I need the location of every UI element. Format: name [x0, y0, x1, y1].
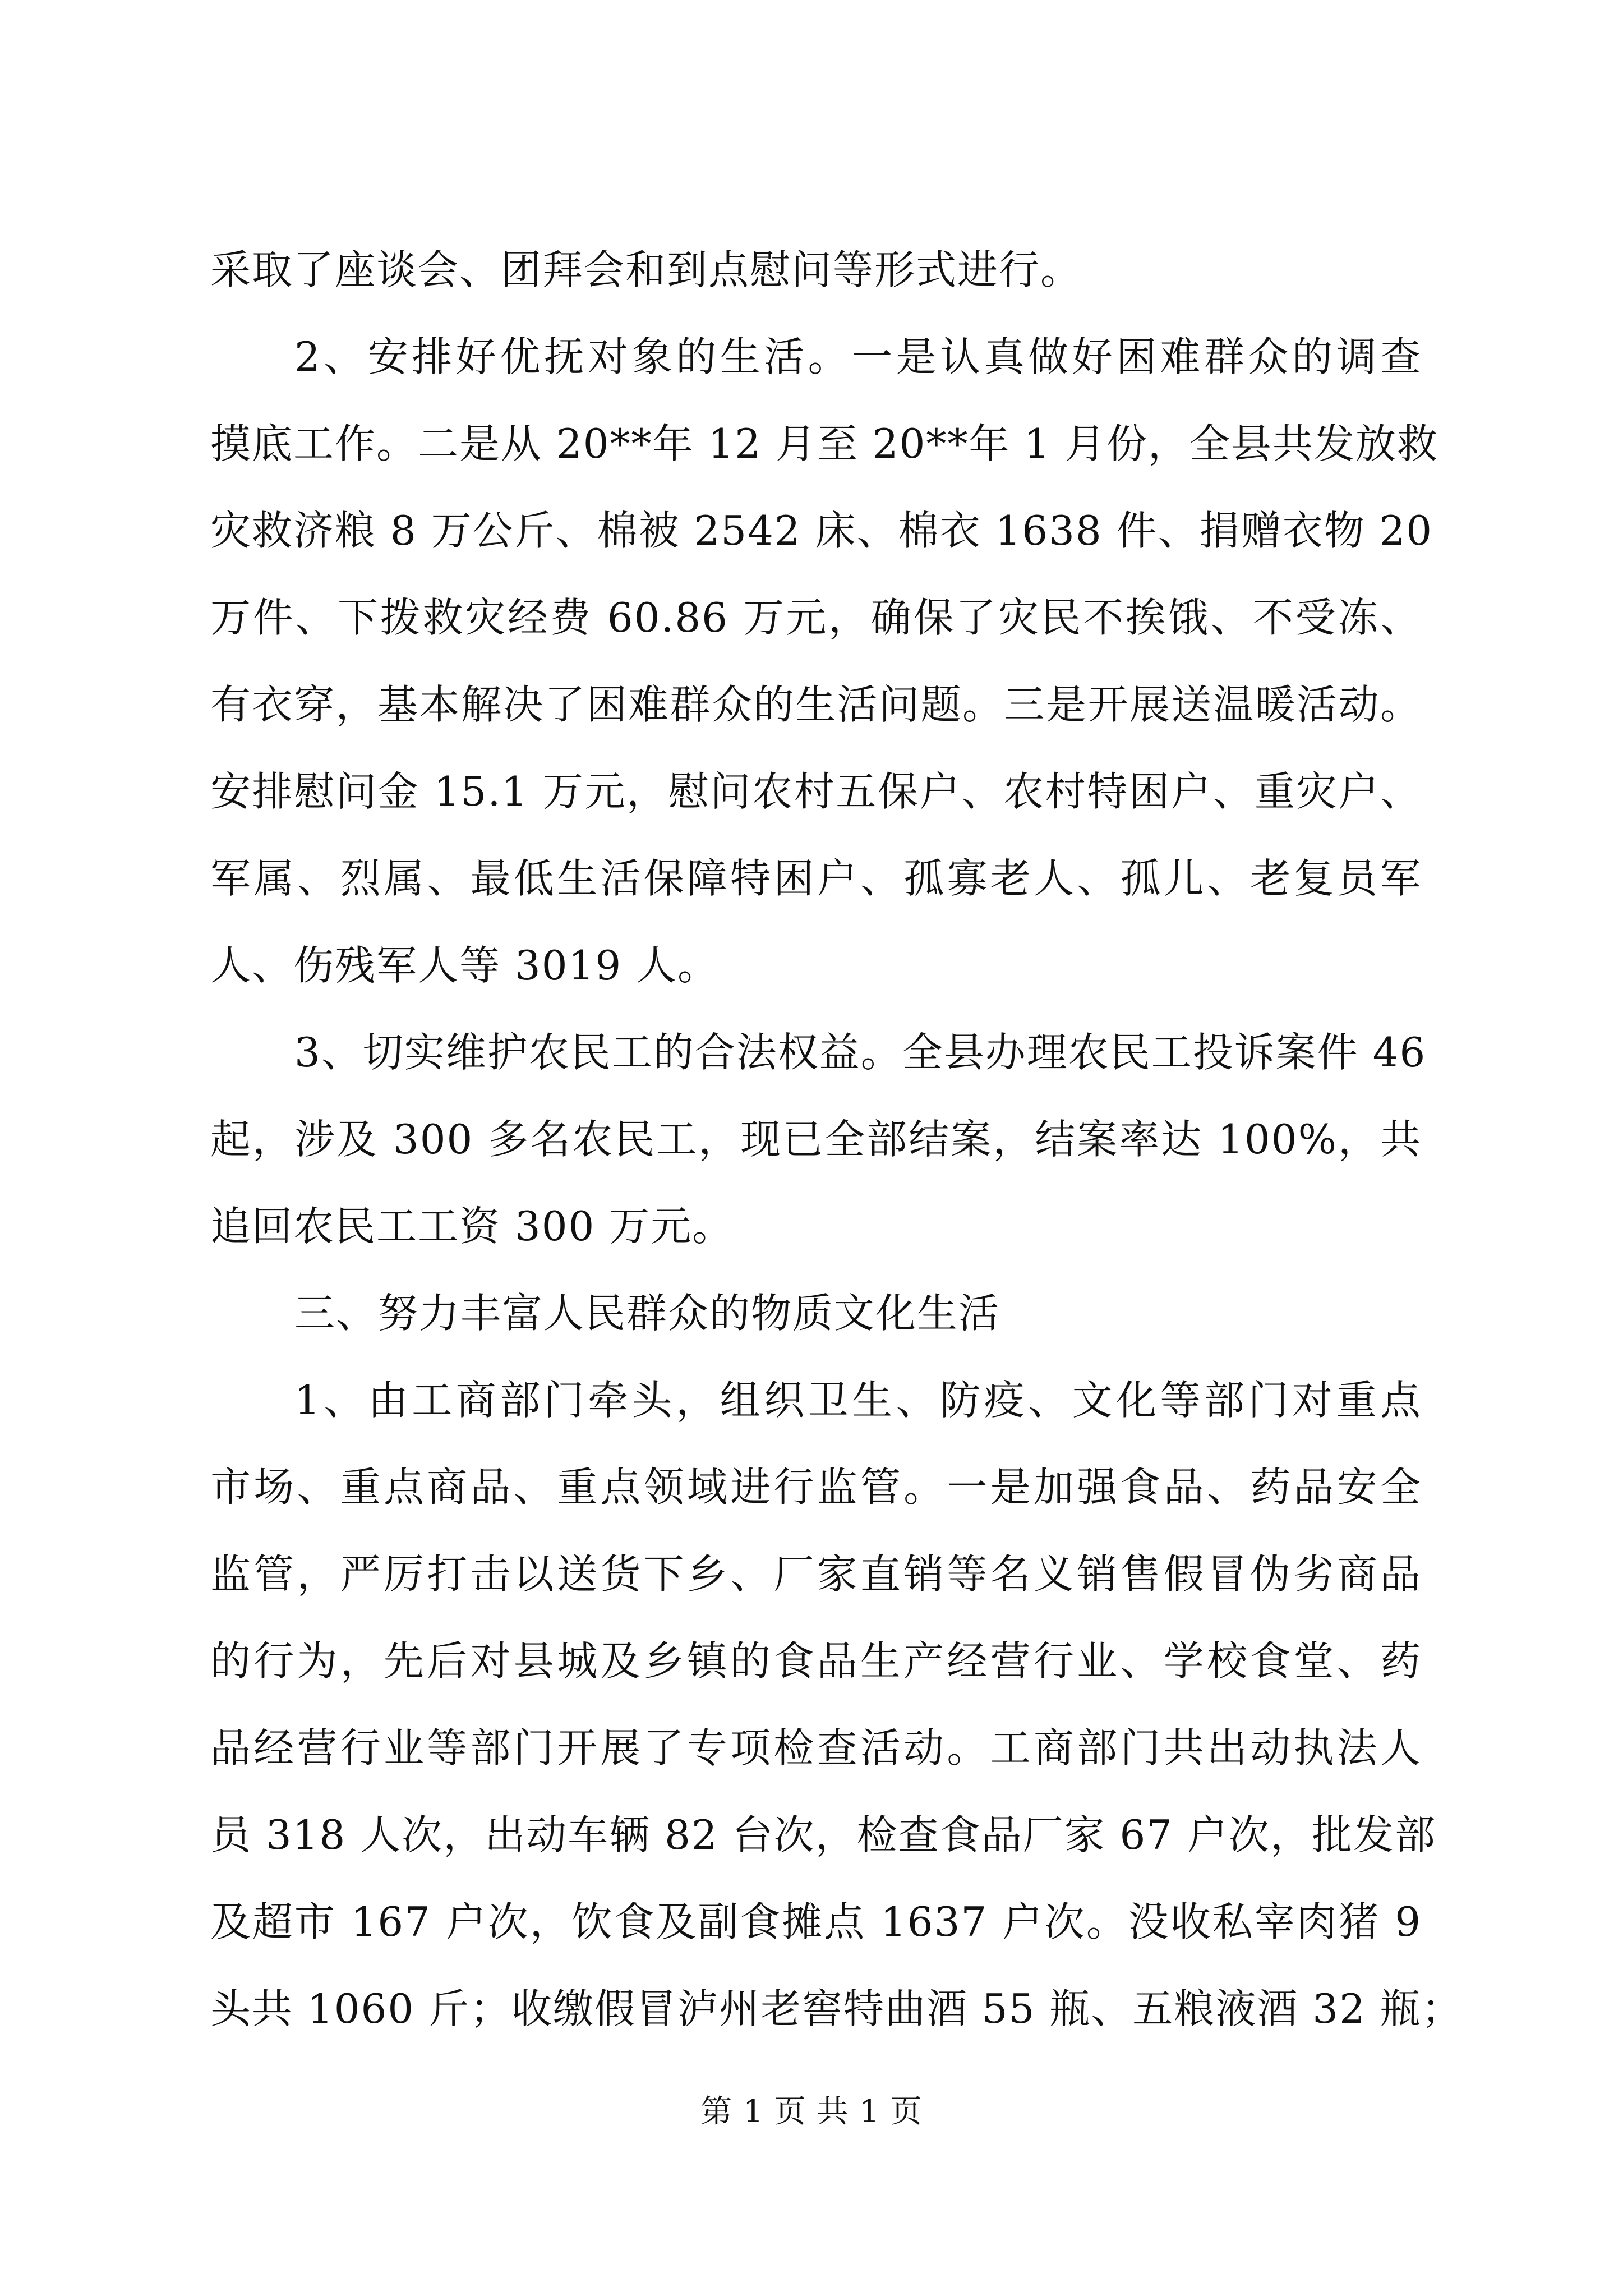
text-line-1: 采取了座谈会、团拜会和到点慰问等形式进行。 — [210, 246, 1082, 293]
text-line-7: 安排慰问金 15.1 万元，慰问农村五保户、农村特困户、重灾户、 — [210, 768, 1422, 815]
text-line-17: 的行为，先后对县城及乡镇的食品生产经营行业、学校食堂、药 — [210, 1637, 1422, 1685]
text-line-3: 摸底工作。二是从 20**年 12 月至 20**年 1 月份，全县共发放救 — [210, 420, 1438, 467]
text-line-2: 2、安排好优抚对象的生活。一是认真做好困难群众的调查 — [294, 333, 1422, 380]
text-line-15: 市场、重点商品、重点领域进行监管。一是加强食品、药品安全 — [210, 1464, 1422, 1511]
text-line-14: 1、由工商部门牵头，组织卫生、防疫、文化等部门对重点 — [294, 1377, 1422, 1424]
text-line-20: 及超市 167 户次，饮食及副食摊点 1637 户次。没收私宰肉猪 9 — [210, 1898, 1422, 1945]
text-line-21: 头共 1060 斤；收缴假冒泸州老窖特曲酒 55 瓶、五粮液酒 32 瓶； — [210, 1985, 1463, 2032]
text-line-19: 员 318 人次，出动车辆 82 台次，检查食品厂家 67 户次，批发部 — [210, 1811, 1436, 1858]
text-line-16: 监管，严厉打击以送货下乡、厂家直销等名义销售假冒伪劣商品 — [210, 1550, 1422, 1598]
document-body — [210, 227, 1463, 2053]
section-heading: 三、努力丰富人民群众的物质文化生活 — [294, 1290, 1000, 1337]
page-footer: 第 1 页 共 1 页 — [700, 2093, 923, 2130]
text-line-11: 起，涉及 300 多名农民工，现已全部结案，结案率达 100%，共 — [210, 1116, 1422, 1163]
text-line-4: 灾救济粮 8 万公斤、棉被 2542 床、棉衣 1638 件、捐赠衣物 20 — [210, 507, 1433, 554]
text-line-8: 军属、烈属、最低生活保障特困户、孤寡老人、孤儿、老复员军 — [210, 855, 1422, 902]
text-line-18: 品经营行业等部门开展了专项检查活动。工商部门共出动执法人 — [210, 1724, 1422, 1772]
text-line-5: 万件、下拨救灾经费 60.86 万元，确保了灾民不挨饿、不受冻、 — [210, 594, 1422, 641]
text-line-10: 3、切实维护农民工的合法权益。全县办理农民工投诉案件 46 — [294, 1029, 1427, 1076]
text-line-6: 有衣穿，基本解决了困难群众的生活问题。三是开展送温暖活动。 — [210, 681, 1422, 728]
text-line-12: 追回农民工工资 300 万元。 — [210, 1203, 734, 1250]
text-line-9: 人、伤残军人等 3019 人。 — [210, 942, 720, 989]
